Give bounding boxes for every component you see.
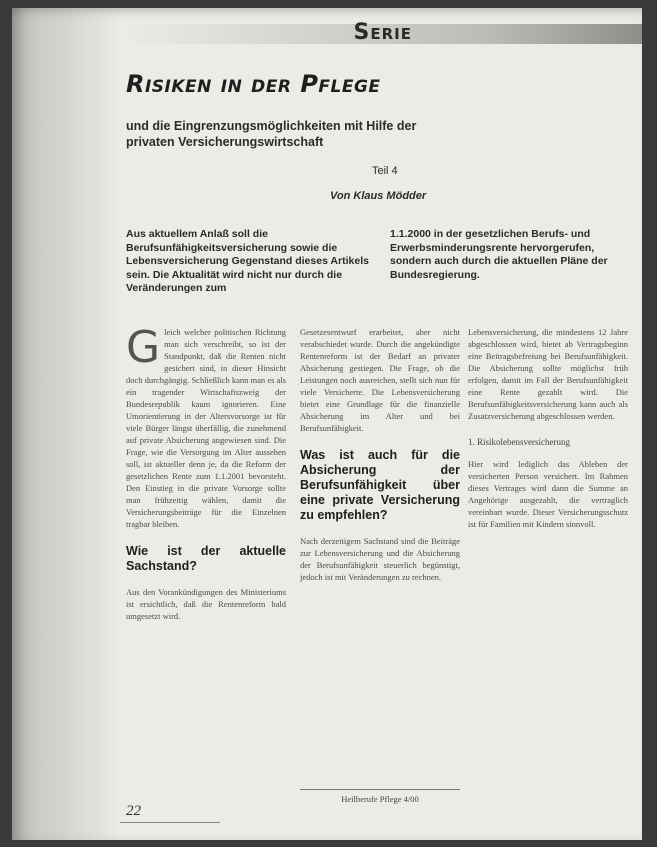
column-1-text-2: Aus den Vorankündigungen des Ministeriums ist ersichtlich, daß die Rentenreform bald umgesetzt wird.: [126, 587, 286, 621]
article-author: Von Klaus Mödder: [330, 190, 427, 202]
body-column-3: [468, 326, 628, 530]
page-number-rule: [120, 822, 220, 823]
body-column-2: [300, 326, 460, 583]
footer-rule: [300, 789, 460, 790]
page-spine-shadow: [12, 8, 122, 840]
body-column-1: [126, 322, 286, 622]
magazine-page: [12, 8, 642, 840]
article-subtitle: und die Eingrenzungsmöglichkeiten mit Hilfe der privaten Versicherungswirtschaft: [126, 119, 417, 149]
column-2-text-2: Nach derzeitigem Sachstand sind die Beiträge zur Lebensversicherung und die Absicherung der Berufsunfähigkeit steuerlich begünstigt, jedoch ist mit Veränderungen zu rechnen.: [300, 536, 460, 582]
page-number: 22: [126, 803, 141, 819]
lead-paragraph-left: Aus aktuellem Anlaß soll die Berufsunfähigkeitsversicherung sowie die Lebensversicherung Gegenstand dieses Artikels sein. Die Aktualität wird nicht nur durch die Veränderungen zum: [126, 228, 369, 294]
series-label: Serie: [353, 20, 412, 45]
lead-paragraph-right: 1.1.2000 in der gesetzlichen Berufs- und Erwerbsminderungsrente hervorgerufen, sondern auch durch die aktuellen Pläne der Bundesregierung.: [390, 228, 608, 281]
footer-journal: Heilberufe Pflege 4/00: [341, 794, 419, 804]
column-1-text: leich welcher politischen Richtung man sich verschreibt, so ist der Standpunkt, daß die Renten nicht gesichert sind, in dieser Hinsicht doch durchgängig. Schließlich kann man es als ein tragender Wirtschaftszweig der Bundesrepublik kaum ignorieren. Eine Umorientierung in der Altersvorsorge ist für viele Bürger längst überfällig, die zunehmend auf private Absicherung angewiesen sind. Die Frage, wie die Versorgung im Alter aussehen soll, ist aktueller denn je, da die Reform der gesetzlichen Rente zum 1.1.2001 bevorsteht. Den Einstieg in die private Vorsorge sollte man frühzeitig wählen, damit die Versicherungsbeiträge für die Einzelnen tragbar bleiben.: [126, 327, 286, 529]
column-3-text: Lebensversicherung, die mindestens 12 Jahre abgeschlossen wird, bietet ab Vertragsbeginn eine Beitragsbefreiung bei Berufsunfähigkeit. Die Absicherung sollte möglichst früh erfolgen, damit im Fall der Berufsunfähigkeit eine Rente gezahlt wird. Die Berufsunfähigkeitsversicherung kann auch als Zusatzversicherung abgeschlossen werden.: [468, 327, 628, 421]
drop-cap: G: [126, 322, 161, 373]
article-title: Risiken in der Pflege: [126, 70, 381, 98]
column-3-heading: 1. Risikolebensversicherung: [468, 437, 570, 447]
article-part: Teil 4: [372, 165, 398, 177]
column-2-heading: Was ist auch für die Absicherung der Berufsunfähigkeit über eine private Versicherung zu empfehlen?: [300, 448, 460, 522]
column-3-text-2: Hier wird lediglich das Ableben der versicherten Person versichert. Im Rahmen dieses Vertrages wird dann die Summe an Angehörige ausgezahlt, die vertraglich vereinbart wurde. Dieser Versicherungsschutz ist für Familien mit Kindern sinnvoll.: [468, 459, 628, 529]
column-1-heading: Wie ist der aktuelle Sachstand?: [126, 544, 286, 573]
column-2-text: Gesetzesentwurf erarbeitet, aber nicht verabschiedet wurde. Durch die angekündigte Rentenreform ist der Bedarf an privater Absicherung gestiegen. Die Frage, ob die Leistungen noch ausreichen, stellt sich nun für viele Versicherte. Die Lebensversicherung bietet eine Grundlage für die finanzielle Absicherung im Alter und bei Berufsunfähigkeit.: [300, 327, 460, 433]
